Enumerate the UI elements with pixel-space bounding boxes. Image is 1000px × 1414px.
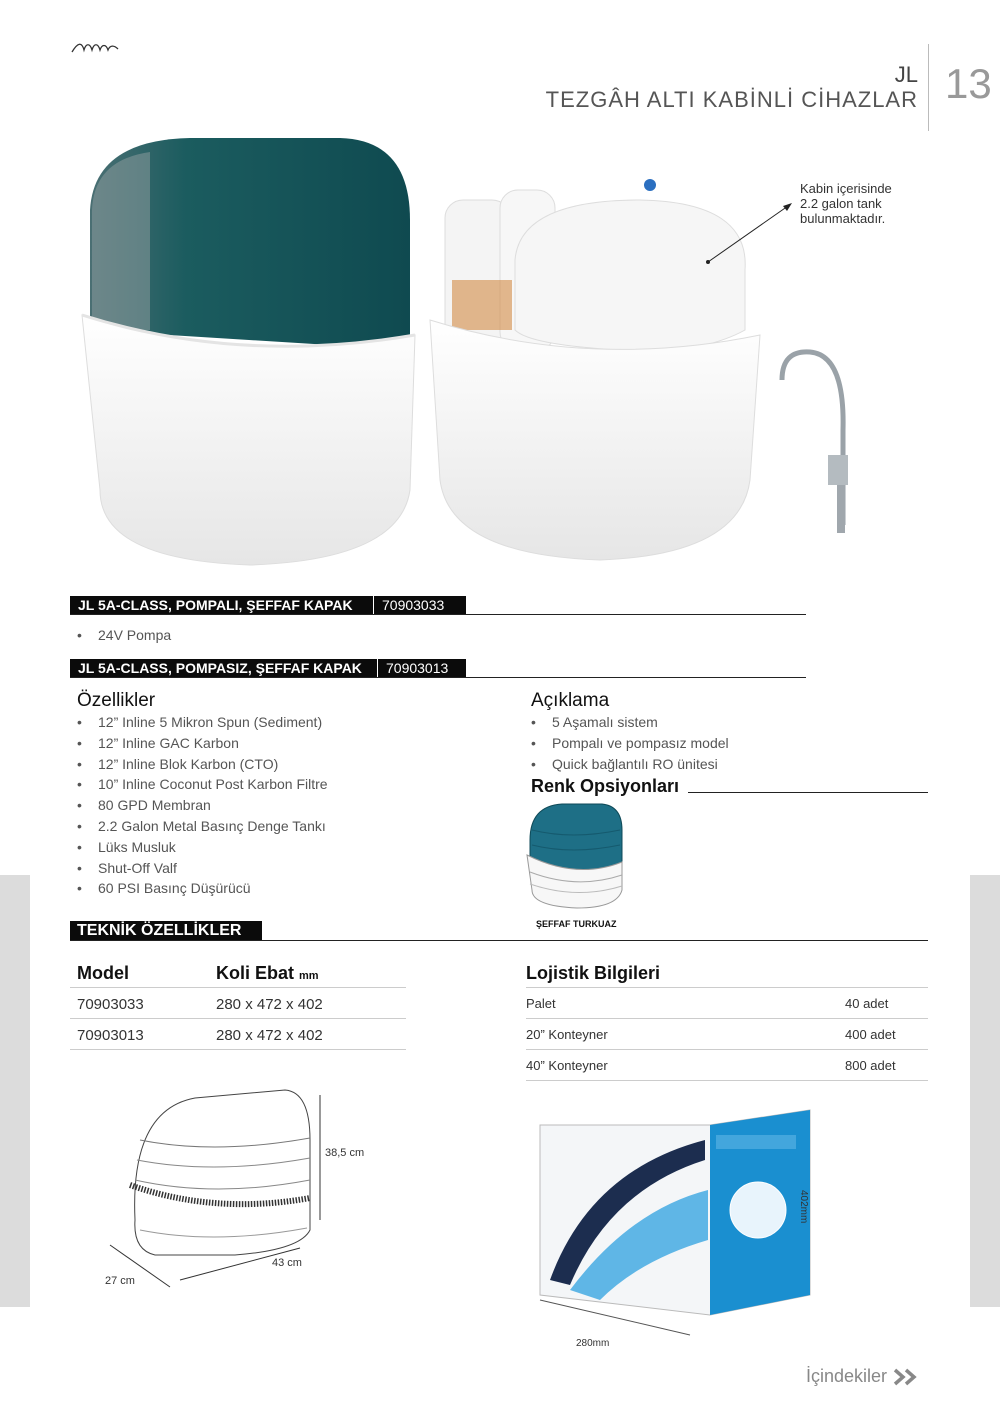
brand-logo: [70, 40, 120, 56]
description-list: [531, 712, 729, 774]
table-divider: [70, 1049, 406, 1050]
color-options-rule: [688, 792, 928, 793]
callout-line-1: Kabin içerisinde: [800, 181, 892, 196]
packaging-box-image: [530, 1100, 820, 1340]
table-divider: [526, 1080, 928, 1081]
color-options-title: Renk Opsiyonları: [531, 776, 680, 796]
list-item: • Pompalı ve pompasız model: [531, 733, 729, 754]
size-header-unit: mm: [299, 970, 319, 982]
box-height-label: 402mm: [798, 1190, 809, 1224]
list-item: • Shut-Off Valf: [77, 858, 328, 879]
table-divider: [526, 1018, 928, 1019]
logistics-value: 40 adet: [845, 996, 889, 1011]
table-cell-size: 280 x 472 x 402: [216, 996, 323, 1013]
product-bar-pompali: [70, 596, 466, 615]
table-cell-model: 70903013: [77, 1027, 144, 1044]
description-title: Açıklama: [531, 690, 610, 711]
list-item: • Quick bağlantılı RO ünitesi: [531, 754, 729, 775]
logistics-title: Lojistik Bilgileri: [526, 963, 661, 983]
dimension-height: 38,5 cm: [325, 1147, 365, 1159]
logistics-label: 40” Konteyner: [526, 1058, 608, 1073]
list-item: • 12” Inline Blok Karbon (CTO): [77, 754, 328, 775]
table-divider: [526, 1049, 928, 1050]
logistics-value: 400 adet: [845, 1027, 896, 1042]
table-divider: [526, 987, 928, 988]
product-name: JL 5A-CLASS, POMPALI, ŞEFFAF KAPAK: [78, 597, 353, 613]
color-option-label: ŞEFFAF TURKUAZ: [536, 919, 617, 929]
callout-line-3: bulunmaktadır.: [800, 211, 886, 226]
features-list: [77, 712, 328, 899]
callout-arrow: [700, 200, 800, 270]
table-cell-size: 280 x 472 x 402: [216, 1027, 323, 1044]
logistics-label: Palet: [526, 996, 556, 1011]
left-side-tab: [0, 875, 30, 1307]
product-code: 70903013: [377, 659, 448, 678]
dimension-drawing: [95, 1080, 385, 1295]
header-divider: [928, 44, 929, 131]
technical-title: TEKNİK ÖZELLİKLER: [70, 921, 262, 941]
table-cell-model: 70903033: [77, 996, 144, 1013]
list-item: • 5 Aşamalı sistem: [531, 712, 729, 733]
list-item: • 10” Inline Coconut Post Karbon Filtre: [77, 774, 328, 795]
right-side-tab: [970, 875, 1000, 1307]
list-item: • 2.2 Galon Metal Basınç Denge Tankı: [77, 816, 328, 837]
list-item: • 80 GPD Membran: [77, 795, 328, 816]
product1-notes: [77, 625, 171, 646]
product-bar-pompasiz: [70, 659, 466, 678]
technical-rule: [70, 940, 928, 941]
logistics-value: 800 adet: [845, 1058, 896, 1073]
size-header: [216, 963, 319, 984]
product-hero-image: [60, 130, 880, 580]
box-width-label: 280mm: [576, 1338, 610, 1349]
callout-line-2: 2.2 galon tank: [800, 196, 882, 211]
page-number: 13: [945, 60, 992, 107]
table-divider: [70, 987, 406, 988]
size-header-label: Koli Ebat: [216, 963, 295, 983]
list-item: • 12” Inline GAC Karbon: [77, 733, 328, 754]
list-item: • 12” Inline 5 Mikron Spun (Sediment): [77, 712, 328, 733]
table-of-contents-link[interactable]: [806, 1366, 919, 1387]
product-bar-underline: [70, 677, 806, 678]
double-chevron-right-icon: [893, 1368, 919, 1386]
table-divider: [70, 1018, 406, 1019]
dimension-width: 43 cm: [272, 1257, 302, 1269]
list-item: • Lüks Musluk: [77, 837, 328, 858]
features-title: Özellikler: [77, 690, 156, 711]
tank-callout: [800, 181, 892, 226]
header-product-code: JL: [894, 62, 918, 87]
product-code: 70903033: [373, 596, 444, 615]
toc-link-label: İçindekiler: [806, 1366, 888, 1386]
dimension-depth: 27 cm: [105, 1275, 135, 1287]
model-header: Model: [77, 963, 129, 983]
list-item: • 60 PSI Basınç Düşürücü: [77, 878, 328, 899]
product-bar-underline: [70, 614, 806, 615]
color-swatch-image: [522, 800, 642, 915]
logistics-label: 20” Konteyner: [526, 1027, 608, 1042]
header-category-title: TEZGÂH ALTI KABİNLİ CİHAZLAR: [545, 87, 918, 112]
list-item: • 24V Pompa: [77, 625, 171, 646]
product-name: JL 5A-CLASS, POMPASIZ, ŞEFFAF KAPAK: [78, 660, 362, 676]
